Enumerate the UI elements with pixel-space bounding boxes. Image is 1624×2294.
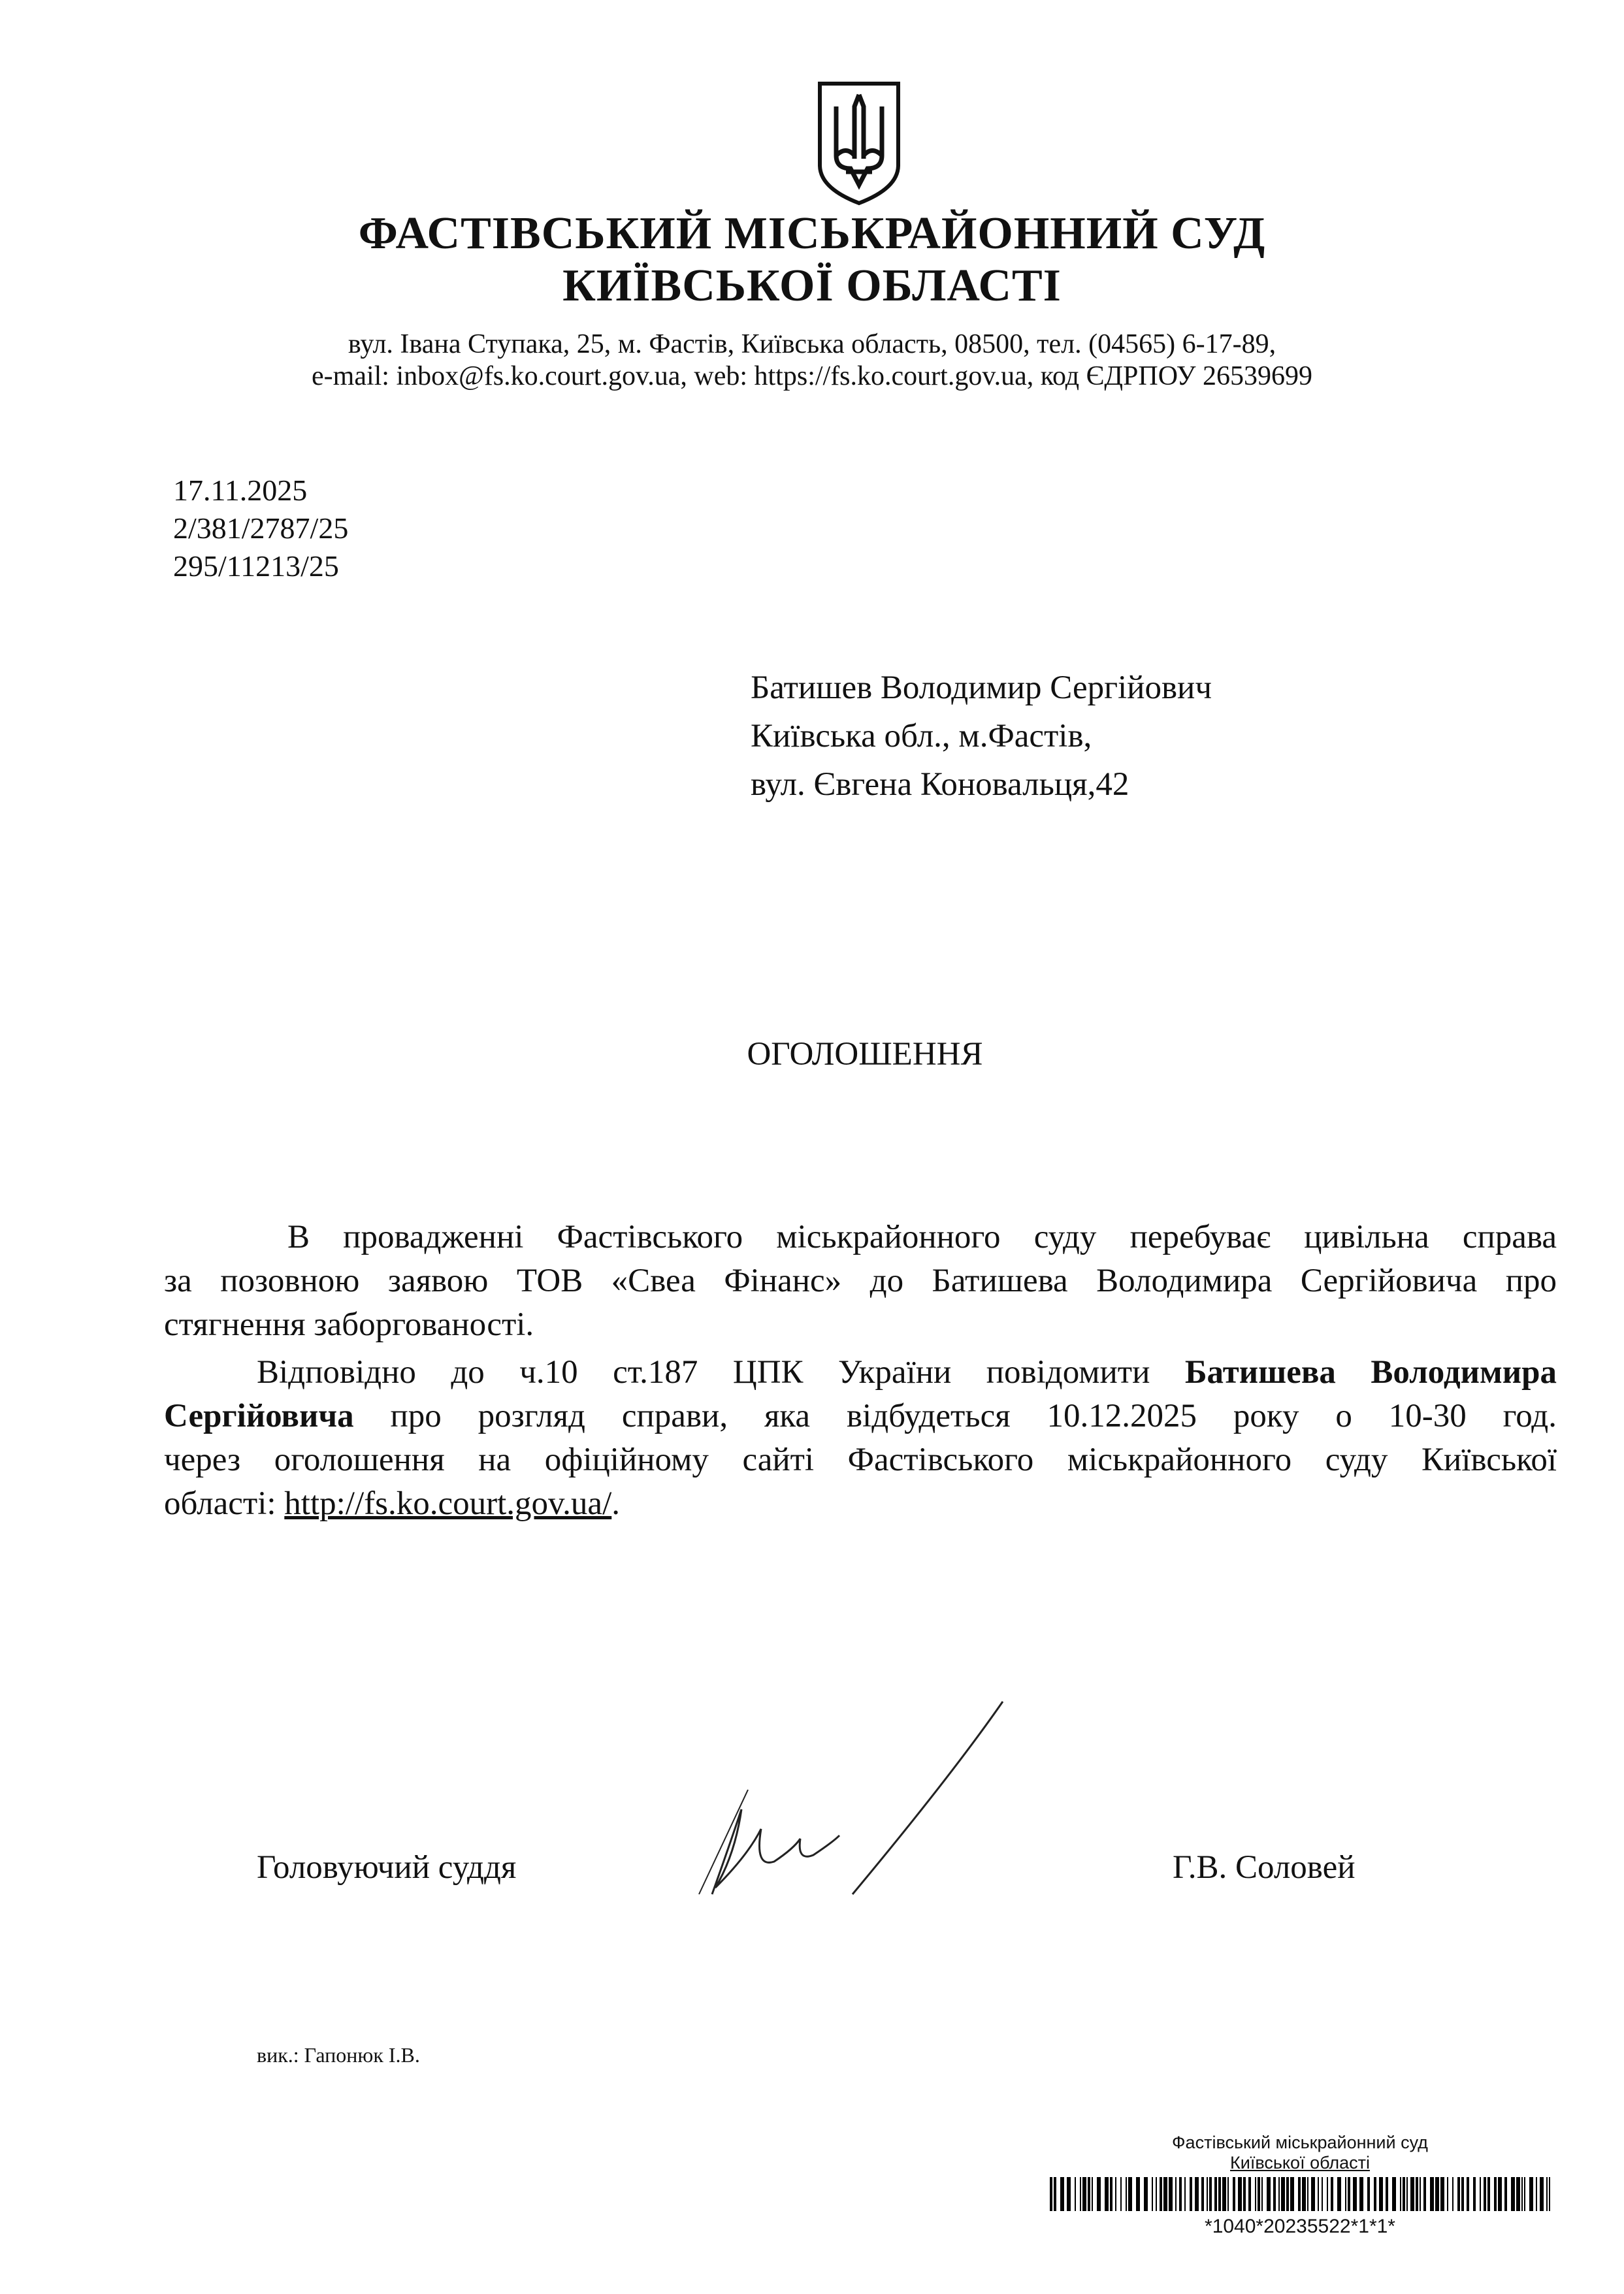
barcode-bar <box>1430 2177 1434 2211</box>
barcode-bar <box>1367 2177 1370 2211</box>
barcode-bar <box>1406 2177 1408 2211</box>
barcode-bar <box>1345 2177 1346 2211</box>
body-line: за позовною заявою ТОВ «Свеа Фінанс» до Батишева Володимира Сергійовича про <box>164 1263 1557 1299</box>
body-line <box>164 1397 1557 1435</box>
barcode-bar <box>1281 2177 1285 2211</box>
barcode-bar <box>1546 2177 1548 2211</box>
barcode-bar <box>1423 2177 1426 2211</box>
barcode-bar <box>1498 2177 1502 2211</box>
barcode-bar <box>1175 2177 1177 2211</box>
court-contacts: e-mail: inbox@fs.ko.court.gov.ua, web: https://fs.ko.court.gov.ua, код ЄДРПОУ 26539699 <box>312 361 1312 391</box>
barcode-bar <box>1214 2177 1217 2211</box>
barcode-bar <box>1540 2177 1544 2211</box>
barcode-bar <box>1120 2177 1122 2211</box>
barcode-bar <box>1307 2177 1308 2211</box>
barcode-bar <box>1400 2177 1401 2211</box>
barcode-bar <box>1403 2177 1405 2211</box>
barcode-bar <box>1088 2177 1090 2211</box>
barcode-bar <box>1298 2177 1301 2211</box>
court-website-link[interactable]: http://fs.ko.court.gov.ua/ <box>284 1485 612 1522</box>
body-line <box>257 1353 1557 1391</box>
barcode-bar <box>1392 2177 1396 2211</box>
barcode-bar <box>1255 2177 1256 2211</box>
barcode-bar <box>1467 2177 1469 2211</box>
barcode-bar <box>1092 2177 1093 2211</box>
barcode-bar <box>1152 2177 1153 2211</box>
barcode-bar <box>1484 2177 1486 2211</box>
body-line <box>164 1485 1557 1523</box>
outgoing-number: 2/381/2787/25 <box>173 511 349 545</box>
barcode-bar <box>1128 2177 1132 2211</box>
body-line: В провадженні Фастівського міськрайонного суду перебуває цивільна справа <box>287 1219 1557 1255</box>
defendant-patronymic-bold: Сергійовича <box>164 1398 354 1434</box>
barcode-bar <box>1105 2177 1109 2211</box>
barcode-bar <box>1184 2177 1186 2211</box>
recipient-region: Київська обл., м.Фастів, <box>751 718 1092 754</box>
court-name-line1: ФАСТІВСЬКИЙ МІСЬКРАЙОННИЙ СУД <box>358 208 1266 259</box>
court-name-line2: КИЇВСЬКОЇ ОБЛАСТІ <box>562 261 1062 311</box>
barcode-bar <box>1160 2177 1162 2211</box>
barcode-bar <box>1524 2177 1525 2211</box>
barcode-bar <box>1290 2177 1294 2211</box>
barcode-bar <box>1322 2177 1323 2211</box>
barcode-bar <box>1054 2177 1056 2211</box>
body-text: області: <box>164 1485 276 1522</box>
barcode-bar <box>1521 2177 1523 2211</box>
barcode-bar <box>1227 2177 1229 2211</box>
barcode-bar <box>1452 2177 1453 2211</box>
barcode-bar <box>1416 2177 1418 2211</box>
barcode-bar <box>1461 2177 1464 2211</box>
barcode-bar <box>1144 2177 1148 2211</box>
barcode-bar <box>1243 2177 1246 2211</box>
handwritten-signature <box>689 1698 1016 1901</box>
barcode-bar <box>1480 2177 1481 2211</box>
barcode <box>1050 2177 1553 2211</box>
case-number: 295/11213/25 <box>173 549 339 583</box>
barcode-bar <box>1278 2177 1280 2211</box>
defendant-name-bold: Батишева Володимира <box>1184 1354 1557 1391</box>
barcode-bar <box>1359 2177 1363 2211</box>
barcode-bar <box>1060 2177 1064 2211</box>
barcode-bar <box>1075 2177 1076 2211</box>
barcode-bar <box>1504 2177 1507 2211</box>
barcode-bar <box>1348 2177 1350 2211</box>
barcode-bar <box>1136 2177 1140 2211</box>
barcode-bar <box>1379 2177 1383 2211</box>
barcode-bar <box>1050 2177 1052 2211</box>
barcode-bar <box>1529 2177 1533 2211</box>
barcode-bar <box>1238 2177 1242 2211</box>
barcode-bar <box>1169 2177 1173 2211</box>
body-line: через оголошення на офіційному сайті Фастівського міськрайонного суду Київської <box>164 1442 1557 1478</box>
barcode-bar <box>1261 2177 1263 2211</box>
notice-title: ОГОЛОШЕННЯ <box>747 1036 983 1073</box>
barcode-bar <box>1420 2177 1421 2211</box>
body-line: стягнення заборгованості. <box>164 1306 534 1343</box>
barcode-bar <box>1353 2177 1357 2211</box>
barcode-bar <box>1156 2177 1157 2211</box>
barcode-bar <box>1331 2177 1333 2211</box>
barcode-bar <box>1218 2177 1221 2211</box>
barcode-number: *1040*20235522*1*1* <box>1205 2216 1395 2237</box>
barcode-bar <box>1386 2177 1388 2211</box>
barcode-bar <box>1126 2177 1127 2211</box>
barcode-bar <box>1536 2177 1537 2211</box>
barcode-bar <box>1267 2177 1271 2211</box>
barcode-bar <box>1179 2177 1182 2211</box>
barcode-bar <box>1201 2177 1204 2211</box>
barcode-bar <box>1082 2177 1086 2211</box>
stamp-region: Київської області <box>1230 2153 1370 2173</box>
barcode-bar <box>1209 2177 1212 2211</box>
barcode-bar <box>1410 2177 1414 2211</box>
barcode-bar <box>1248 2177 1251 2211</box>
signature-role: Головуючий суддя <box>257 1849 517 1886</box>
body-text: . <box>611 1485 620 1522</box>
barcode-bar <box>1435 2177 1439 2211</box>
barcode-bar <box>1302 2177 1306 2211</box>
barcode-bar <box>1195 2177 1199 2211</box>
barcode-bar <box>1487 2177 1490 2211</box>
barcode-bar <box>1067 2177 1071 2211</box>
barcode-bar <box>1110 2177 1112 2211</box>
barcode-bar <box>1440 2177 1444 2211</box>
barcode-bar <box>1273 2177 1276 2211</box>
recipient-street: вул. Євгена Коновальця,42 <box>751 766 1129 803</box>
barcode-bar <box>1233 2177 1235 2211</box>
barcode-bar <box>1374 2177 1376 2211</box>
barcode-bar <box>1115 2177 1116 2211</box>
barcode-bar <box>1318 2177 1319 2211</box>
barcode-bar <box>1080 2177 1081 2211</box>
judge-name: Г.В. Соловей <box>1173 1849 1356 1886</box>
recipient-name: Батишев Володимир Сергійович <box>751 670 1212 706</box>
barcode-bar <box>1163 2177 1167 2211</box>
barcode-bar <box>1222 2177 1226 2211</box>
hearing-info: про розгляд справи, яка відбудеться 10.12.2025 року о 10-30 год. <box>390 1398 1557 1434</box>
barcode-bar <box>1511 2177 1515 2211</box>
trident-coat-of-arms-icon <box>817 80 901 206</box>
barcode-bar <box>1286 2177 1289 2211</box>
barcode-bar <box>1494 2177 1497 2211</box>
stamp-court-name: Фастівський міськрайонний суд <box>1172 2133 1428 2152</box>
barcode-bar <box>1337 2177 1341 2211</box>
barcode-bar <box>1549 2177 1550 2211</box>
executor: вик.: Гапонюк І.В. <box>257 2043 420 2067</box>
barcode-bar <box>1311 2177 1315 2211</box>
barcode-bar <box>1190 2177 1192 2211</box>
barcode-bar <box>1207 2177 1208 2211</box>
court-address: вул. Івана Ступака, 25, м. Фастів, Київська область, 08500, тел. (04565) 6-17-89, <box>348 329 1276 359</box>
barcode-bar <box>1473 2177 1476 2211</box>
letter-date: 17.11.2025 <box>173 474 308 507</box>
barcode-bar <box>1258 2177 1260 2211</box>
barcode-bar <box>1327 2177 1328 2211</box>
body-text: Відповідно до ч.10 ст.187 ЦПК України повідомити <box>257 1354 1150 1391</box>
barcode-bar <box>1097 2177 1101 2211</box>
barcode-bar <box>1447 2177 1448 2211</box>
barcode-bar <box>1457 2177 1460 2211</box>
barcode-bar <box>1516 2177 1520 2211</box>
